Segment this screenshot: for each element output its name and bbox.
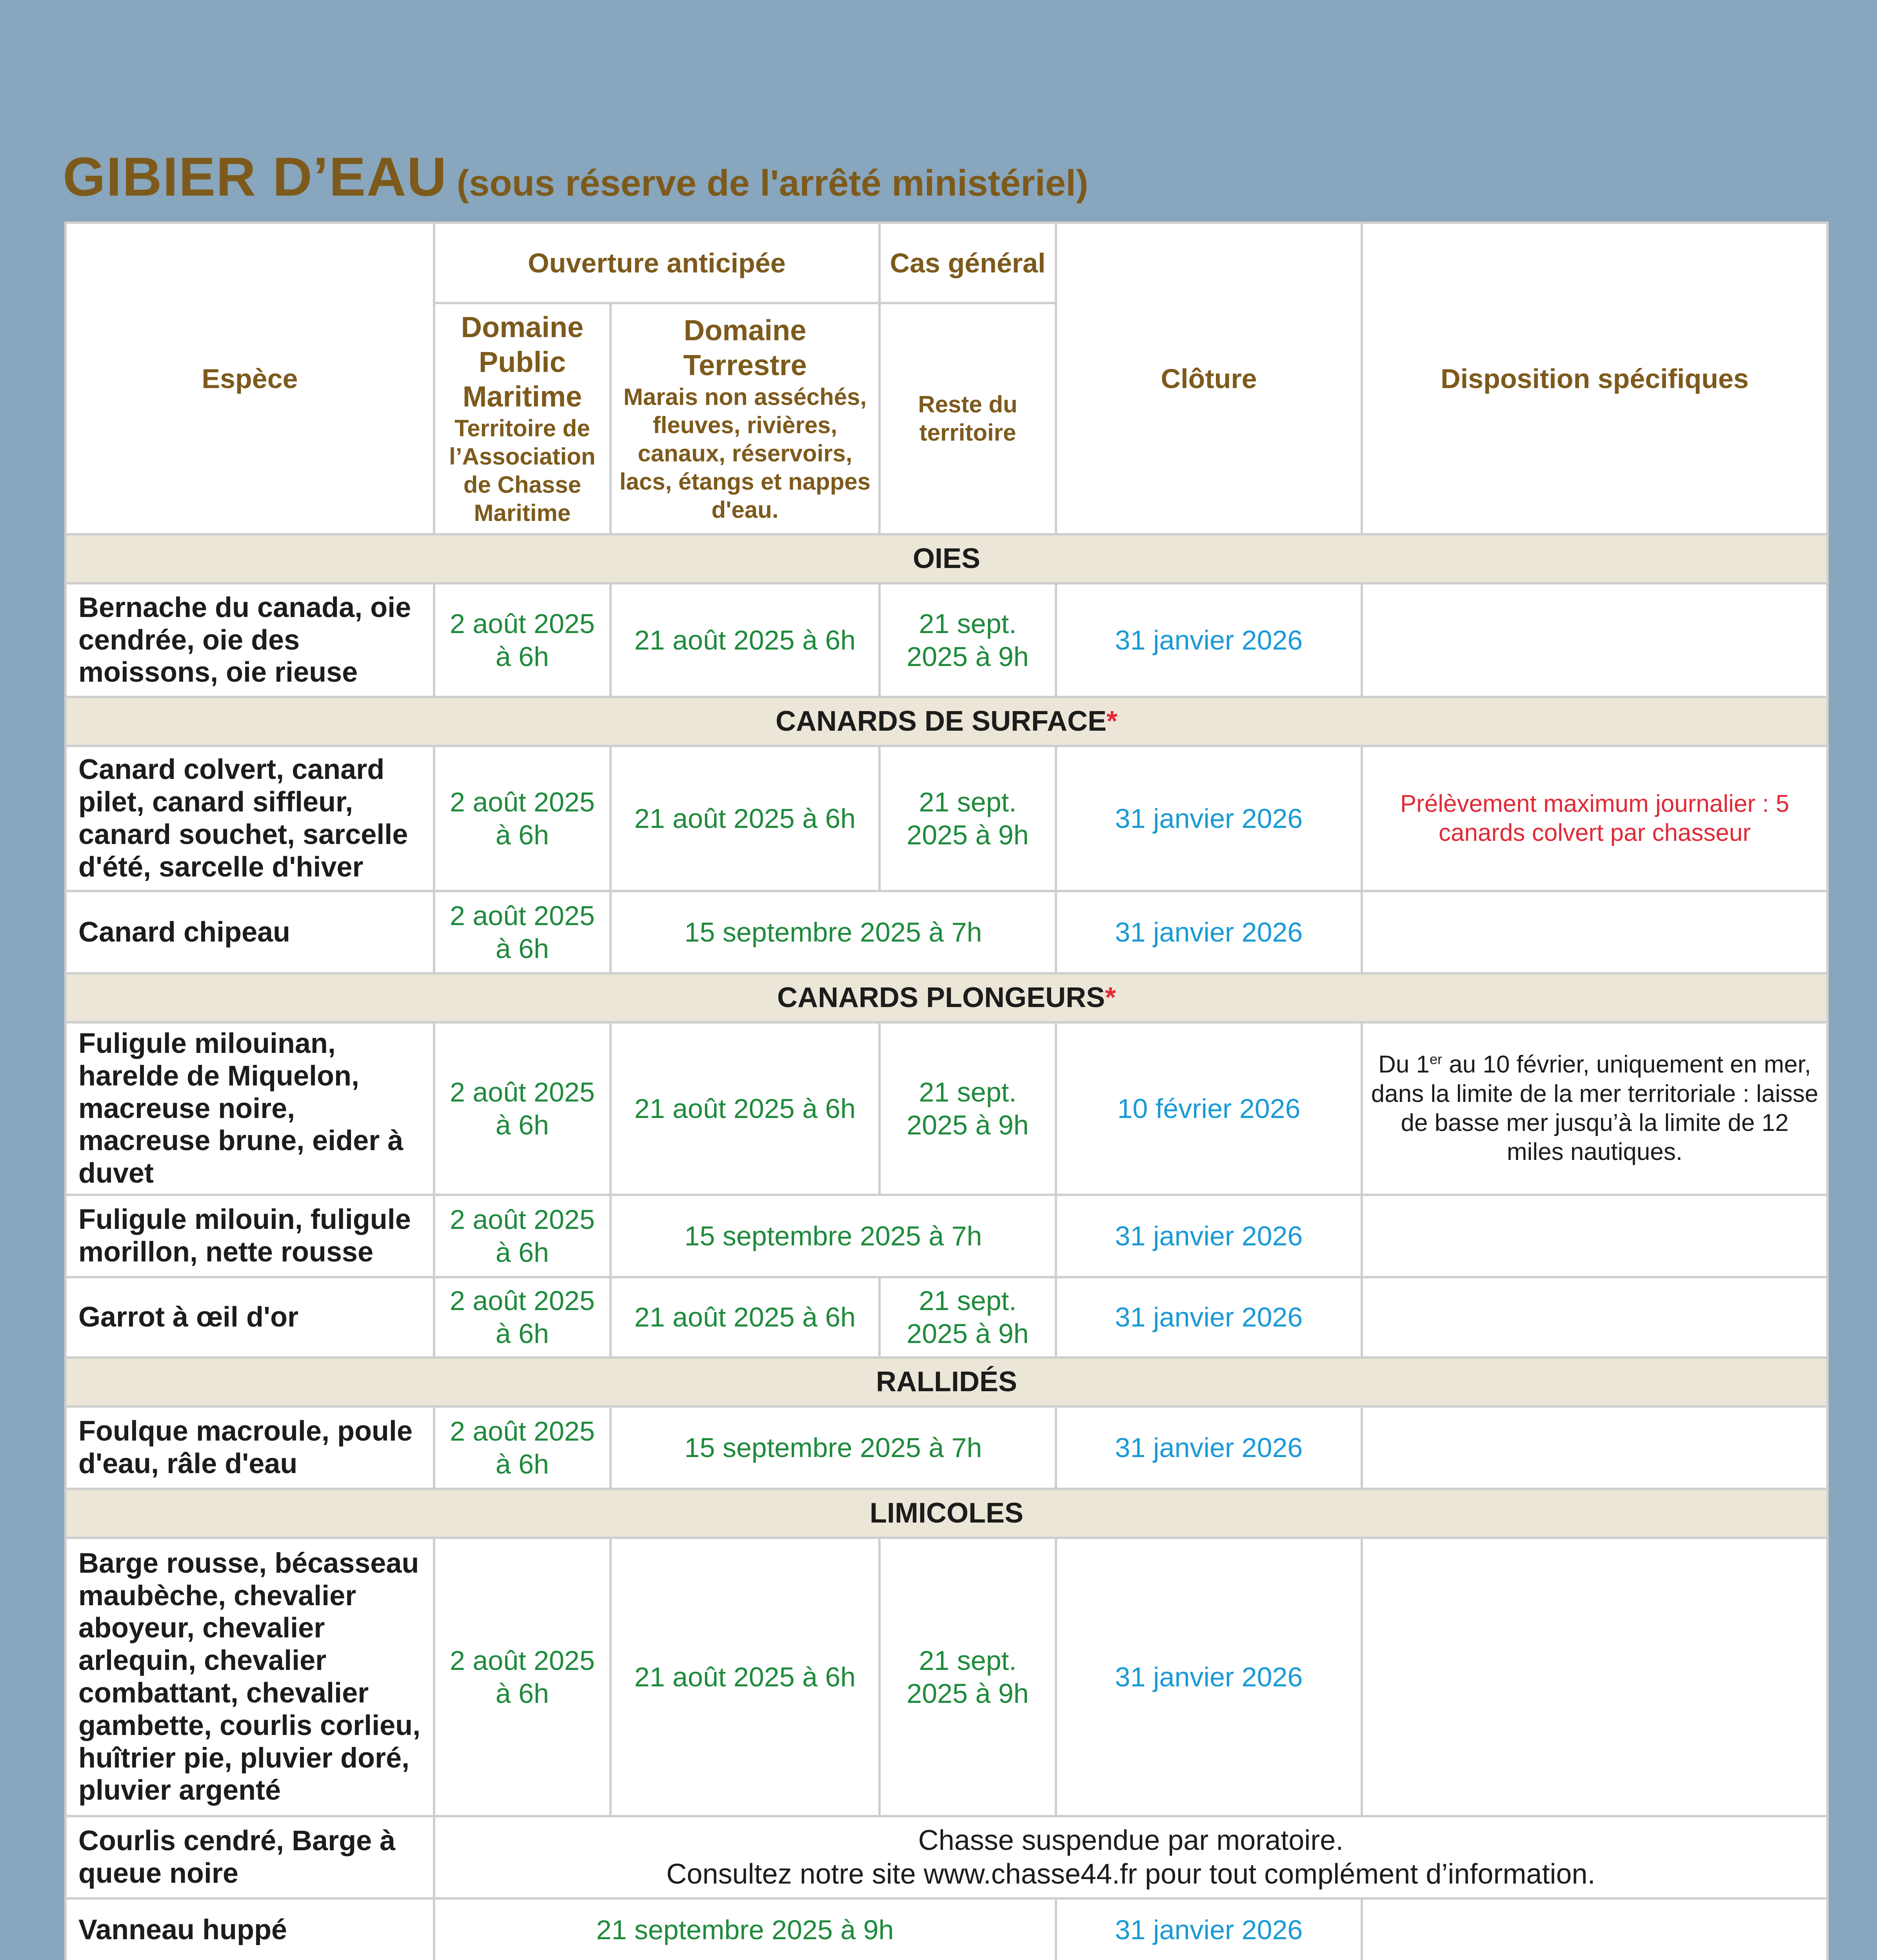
- table-row: [65, 1898, 1828, 1960]
- species-cell: Vanneau huppé: [65, 1898, 434, 1960]
- species-cell: Courlis cendré, Barge à queue noire: [65, 1816, 434, 1898]
- cloture-cell: 31 janvier 2026: [1056, 1406, 1362, 1489]
- header-espece: Espèce: [65, 223, 434, 534]
- category-label: LIMICOLES: [65, 1489, 1828, 1538]
- category-oies: [65, 534, 1828, 583]
- disposition-cell: [1362, 1406, 1828, 1489]
- header-cloture: Clôture: [1056, 223, 1362, 534]
- disposition-cell: [1362, 1022, 1828, 1195]
- category-star: *: [1107, 706, 1118, 737]
- cloture-cell: 10 février 2026: [1056, 1022, 1362, 1195]
- category-text: CANARDS PLONGEURS: [777, 982, 1105, 1014]
- species-cell: Canard chipeau: [65, 891, 434, 973]
- dpm-cell: 2 août 2025 à 6h: [434, 1195, 611, 1277]
- header-dpm-sub: Territoire de l’Association de Chasse Maritime: [449, 415, 596, 526]
- disposition-text-a: Du 1: [1378, 1051, 1430, 1078]
- dpm-cell: 2 août 2025 à 6h: [434, 1538, 611, 1816]
- disposition-cell: [1362, 1538, 1828, 1816]
- category-label: OIES: [65, 534, 1828, 583]
- header-dpm: [434, 303, 611, 534]
- category-text: CANARDS DE SURFACE: [775, 706, 1107, 737]
- moratoire-cell: [434, 1816, 1828, 1898]
- dt-cell: 21 août 2025 à 6h: [611, 746, 879, 891]
- disposition-cell: [1362, 1277, 1828, 1357]
- category-surface: [65, 697, 1828, 746]
- species-cell: Canard colvert, canard pilet, canard siffleur, canard souchet, sarcelle d'été, sarcelle d'hiver: [65, 746, 434, 891]
- title-sub: (sous réserve de l'arrêté ministériel): [456, 162, 1088, 203]
- table-row: [65, 1195, 1828, 1277]
- header-dt-title: Domaine Terrestre: [683, 314, 807, 381]
- reste-cell: 21 sept. 2025 à 9h: [879, 583, 1056, 697]
- dt-cell: 21 août 2025 à 6h: [611, 1022, 879, 1195]
- category-label: [65, 697, 1828, 746]
- cloture-cell: 31 janvier 2026: [1056, 1277, 1362, 1357]
- species-cell: Fuligule milouin, fuligule morillon, nette rousse: [65, 1195, 434, 1277]
- dt-cell: 21 août 2025 à 6h: [611, 583, 879, 697]
- table-row: [65, 1406, 1828, 1489]
- table-row: [65, 1277, 1828, 1357]
- header-dt: [611, 303, 879, 534]
- moratoire-line-2: Consultez notre site www.chasse44.fr pour tout complément d’information.: [666, 1858, 1595, 1890]
- disposition-text-b: au 10 février, uniquement en mer, dans la limite de la mer territoriale : laisse de basse mer jusqu’à la limite de 12 miles nautiques.: [1371, 1051, 1819, 1166]
- reste-cell: 21 sept. 2025 à 9h: [879, 746, 1056, 891]
- reste-cell: 21 sept. 2025 à 9h: [879, 1538, 1056, 1816]
- category-rallides: [65, 1357, 1828, 1406]
- merged-ouverture-cell: 15 septembre 2025 à 7h: [611, 1406, 1056, 1489]
- category-plongeurs: [65, 973, 1828, 1022]
- disposition-sup: er: [1430, 1051, 1443, 1067]
- header-disposition: Disposition spécifiques: [1362, 223, 1828, 534]
- species-cell: Barge rousse, bécasseau maubèche, chevalier aboyeur, chevalier arlequin, chevalier combattant, chevalier gambette, courlis corlieu, huîtrier pie, pluvier doré, pluvier argenté: [65, 1538, 434, 1816]
- cloture-cell: 31 janvier 2026: [1056, 746, 1362, 891]
- species-cell: Garrot à œil d'or: [65, 1277, 434, 1357]
- category-label: RALLIDÉS: [65, 1357, 1828, 1406]
- page-title: [63, 145, 1088, 209]
- species-cell: Fuligule milouinan, harelde de Miquelon, macreuse noire, macreuse brune, eider à duvet: [65, 1022, 434, 1195]
- table-row: [65, 1538, 1828, 1816]
- disposition-cell: Prélèvement maximum journalier : 5 canards colvert par chasseur: [1362, 746, 1828, 891]
- disposition-cell: [1362, 583, 1828, 697]
- dpm-cell: 2 août 2025 à 6h: [434, 1406, 611, 1489]
- reste-cell: 21 sept. 2025 à 9h: [879, 1277, 1056, 1357]
- merged-ouverture-cell: 21 septembre 2025 à 9h: [434, 1898, 1056, 1960]
- title-main: GIBIER D’EAU: [63, 146, 447, 207]
- category-label: [65, 973, 1828, 1022]
- dpm-cell: 2 août 2025 à 6h: [434, 891, 611, 973]
- dt-cell: 21 août 2025 à 6h: [611, 1277, 879, 1357]
- cloture-cell: 31 janvier 2026: [1056, 1898, 1362, 1960]
- cloture-cell: 31 janvier 2026: [1056, 1538, 1362, 1816]
- header-cas-general: Cas général: [879, 223, 1056, 303]
- species-cell: Bernache du canada, oie cendrée, oie des moissons, oie rieuse: [65, 583, 434, 697]
- table-row: [65, 891, 1828, 973]
- category-limicoles: [65, 1489, 1828, 1538]
- table-row: [65, 746, 1828, 891]
- reste-cell: 21 sept. 2025 à 9h: [879, 1022, 1056, 1195]
- dpm-cell: 2 août 2025 à 6h: [434, 1022, 611, 1195]
- dpm-cell: 2 août 2025 à 6h: [434, 583, 611, 697]
- dpm-cell: 2 août 2025 à 6h: [434, 1277, 611, 1357]
- species-cell: Foulque macroule, poule d'eau, râle d'eau: [65, 1406, 434, 1489]
- table-row: [65, 1816, 1828, 1898]
- table-row: [65, 1022, 1828, 1195]
- category-star: *: [1105, 982, 1116, 1014]
- header-reste: [879, 303, 1056, 534]
- header-row-1: [65, 223, 1828, 303]
- moratoire-line-1: Chasse suspendue par moratoire.: [918, 1824, 1344, 1856]
- table-row: [65, 583, 1828, 697]
- dpm-cell: 2 août 2025 à 6h: [434, 746, 611, 891]
- dt-cell: 21 août 2025 à 6h: [611, 1538, 879, 1816]
- header-dpm-title: Domaine Public Maritime: [461, 310, 584, 413]
- header-ouverture: Ouverture anticipée: [434, 223, 879, 303]
- gibier-table: [64, 221, 1829, 1960]
- header-dt-sub: Marais non asséchés, fleuves, rivières, canaux, réservoirs, lacs, étangs et nappes d'eau.: [619, 383, 871, 523]
- disposition-cell: [1362, 1195, 1828, 1277]
- cloture-cell: 31 janvier 2026: [1056, 891, 1362, 973]
- merged-ouverture-cell: 15 septembre 2025 à 7h: [611, 891, 1056, 973]
- cloture-cell: 31 janvier 2026: [1056, 1195, 1362, 1277]
- header-reste-text: Reste du territoire: [918, 391, 1018, 446]
- disposition-cell: [1362, 1898, 1828, 1960]
- cloture-cell: 31 janvier 2026: [1056, 583, 1362, 697]
- disposition-cell: [1362, 891, 1828, 973]
- merged-ouverture-cell: 15 septembre 2025 à 7h: [611, 1195, 1056, 1277]
